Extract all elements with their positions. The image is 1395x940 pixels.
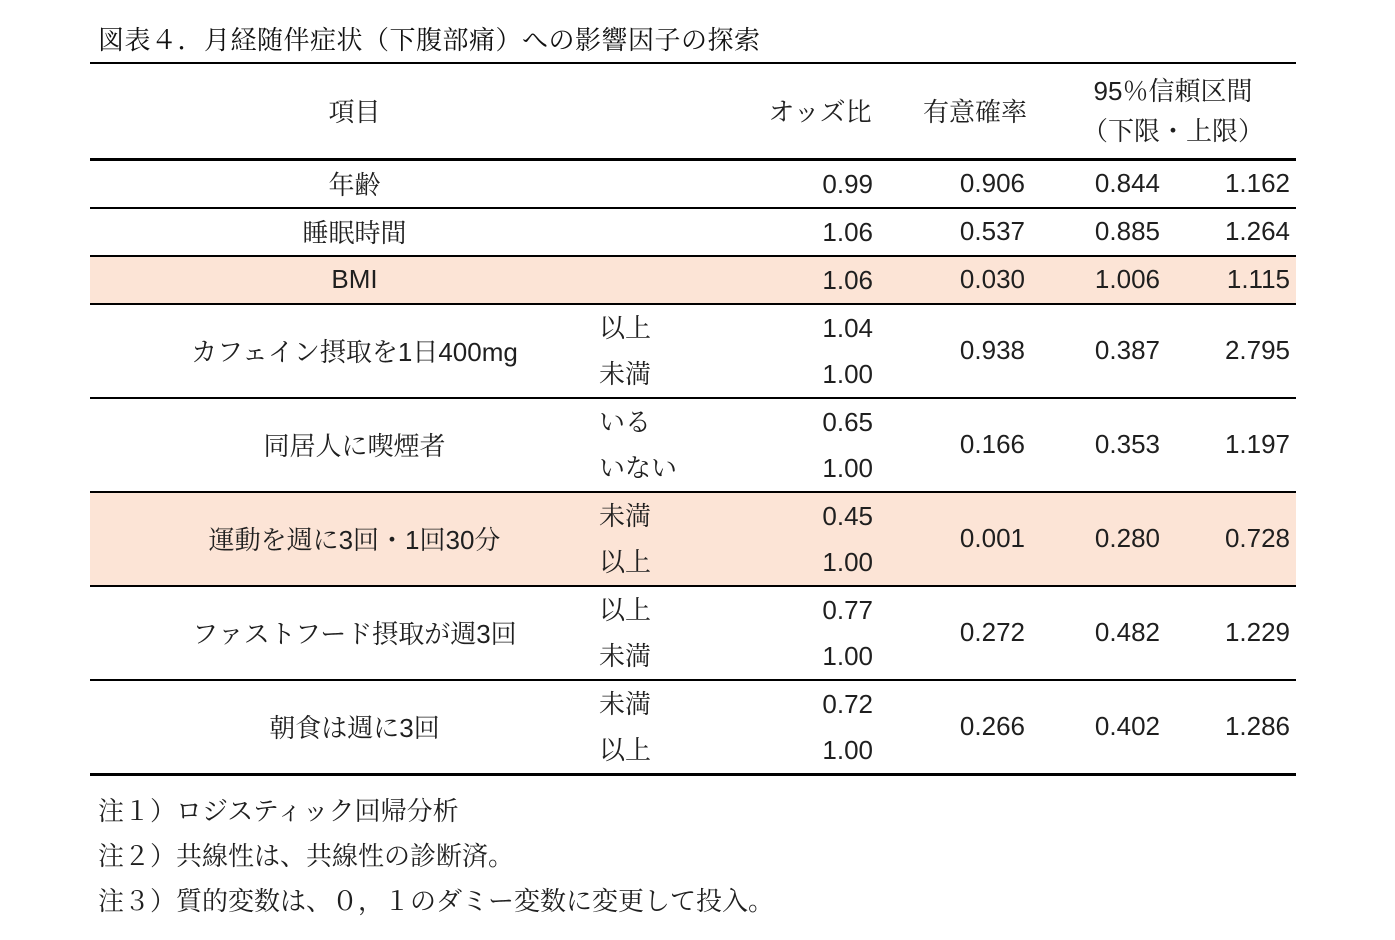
table-body [90, 159, 1296, 774]
level-cell [575, 492, 740, 586]
level-label: 以上 [599, 594, 652, 625]
odds-ratio-cell [740, 680, 900, 775]
odds-ratio-cell [740, 586, 900, 680]
table-header [90, 63, 1296, 159]
odds-ratio-value: 0.99 [822, 168, 873, 199]
results-table [90, 62, 1296, 776]
odds-ratio-cell [740, 492, 900, 586]
odds-ratio-cell [740, 159, 900, 208]
ci-upper-cell: 0.728 [1224, 523, 1291, 553]
ci-header-line1: 95％信頼区間 [1093, 75, 1253, 106]
col-header-confidence-interval [1050, 63, 1296, 159]
significance-cell: 0.266 [959, 711, 1025, 741]
level-cell [575, 256, 740, 304]
level-label [599, 209, 740, 255]
significance-cell: 0.272 [959, 617, 1025, 647]
ci-upper-cell: 1.115 [1226, 264, 1291, 294]
footnote-1: 注１）ロジスティック回帰分析 [98, 795, 459, 826]
item-cell: ファストフード摂取が週3回 [192, 619, 517, 649]
odds-ratio-value: 1.06 [822, 216, 873, 247]
odds-ratio-cell [740, 208, 900, 256]
ci-lower-cell: 0.402 [1094, 711, 1160, 741]
ci-lower-cell: 0.387 [1094, 335, 1160, 365]
level-cell [575, 680, 740, 775]
ci-lower-cell: 0.844 [1094, 168, 1160, 198]
item-cell: 運動を週に3回・1回30分 [208, 525, 501, 555]
table-row [90, 256, 1296, 304]
odds-ratio-value: 1.00 [822, 734, 873, 765]
level-cell [575, 208, 740, 256]
level-cell [575, 586, 740, 680]
ci-upper-cell: 1.162 [1224, 168, 1291, 198]
level-cell [575, 304, 740, 398]
footnote-3: 注３）質的変数は、０，１のダミー変数に変更して投入。 [98, 885, 775, 916]
col-header-significance: 有意確率 [922, 97, 1027, 128]
ci-upper-cell: 1.197 [1224, 429, 1291, 459]
odds-ratio-value: 1.04 [822, 312, 873, 343]
odds-ratio-cell [740, 304, 900, 398]
level-label: 未満 [599, 688, 652, 719]
col-header-spacer [575, 63, 740, 159]
table-row [90, 680, 1296, 775]
level-label: 以上 [599, 734, 652, 765]
level-label: 以上 [599, 312, 652, 343]
ci-lower-cell: 0.353 [1094, 429, 1160, 459]
ci-lower-cell: 1.006 [1094, 264, 1160, 294]
odds-ratio-value: 0.77 [822, 594, 873, 625]
odds-ratio-cell [740, 398, 900, 492]
ci-lower-cell: 0.885 [1094, 216, 1160, 246]
significance-cell: 0.030 [959, 264, 1025, 294]
table-row [90, 398, 1296, 492]
item-cell: カフェイン摂取を1日400mg [191, 337, 518, 367]
level-label: いない [599, 452, 678, 483]
significance-cell: 0.001 [959, 523, 1025, 553]
level-cell [575, 398, 740, 492]
item-cell: 朝食は週に3回 [269, 713, 440, 743]
significance-cell: 0.938 [959, 335, 1025, 365]
level-label: 未満 [599, 500, 652, 531]
item-cell: BMI [331, 264, 378, 294]
col-header-odds-ratio: オッズ比 [768, 97, 872, 128]
odds-ratio-value: 1.00 [822, 640, 873, 671]
ci-lower-cell: 0.280 [1094, 523, 1160, 553]
ci-upper-cell: 2.795 [1224, 335, 1291, 365]
ci-upper-cell: 1.286 [1224, 711, 1291, 741]
odds-ratio-value: 1.00 [822, 546, 873, 577]
table-row [90, 492, 1296, 586]
significance-cell: 0.906 [959, 168, 1025, 198]
page-title: 図表４．月経随伴症状（下腹部痛）への影響因子の探索 [98, 25, 761, 55]
odds-ratio-value: 0.45 [822, 500, 873, 531]
ci-upper-cell: 1.229 [1224, 617, 1291, 647]
item-cell: 睡眠時間 [302, 218, 407, 248]
level-label: 未満 [599, 358, 652, 389]
level-label: 未満 [599, 640, 652, 671]
col-header-item: 項目 [328, 97, 381, 128]
odds-ratio-value: 1.06 [822, 264, 873, 295]
table-row [90, 586, 1296, 680]
level-label [599, 257, 740, 303]
level-label: 以上 [599, 546, 652, 577]
odds-ratio-value: 1.00 [822, 452, 873, 483]
table-row [90, 304, 1296, 398]
odds-ratio-value: 0.72 [822, 688, 873, 719]
odds-ratio-value: 0.65 [822, 406, 873, 437]
figure-container [90, 0, 1296, 924]
ci-header-line2: （下限・上限） [1082, 115, 1265, 146]
ci-upper-cell: 1.264 [1224, 216, 1291, 246]
level-label: いる [599, 406, 652, 437]
footnotes [98, 789, 1296, 924]
significance-cell: 0.166 [959, 429, 1025, 459]
odds-ratio-value: 1.00 [822, 358, 873, 389]
significance-cell: 0.537 [959, 216, 1025, 246]
level-cell [575, 159, 740, 208]
odds-ratio-cell [740, 256, 900, 304]
level-label [599, 161, 740, 207]
footnote-2: 注２）共線性は、共線性の診断済。 [98, 840, 515, 871]
table-row [90, 159, 1296, 208]
table-row [90, 208, 1296, 256]
ci-lower-cell: 0.482 [1094, 617, 1160, 647]
item-cell: 同居人に喫煙者 [263, 431, 446, 461]
item-cell: 年齢 [328, 170, 381, 200]
header-row [90, 63, 1296, 159]
